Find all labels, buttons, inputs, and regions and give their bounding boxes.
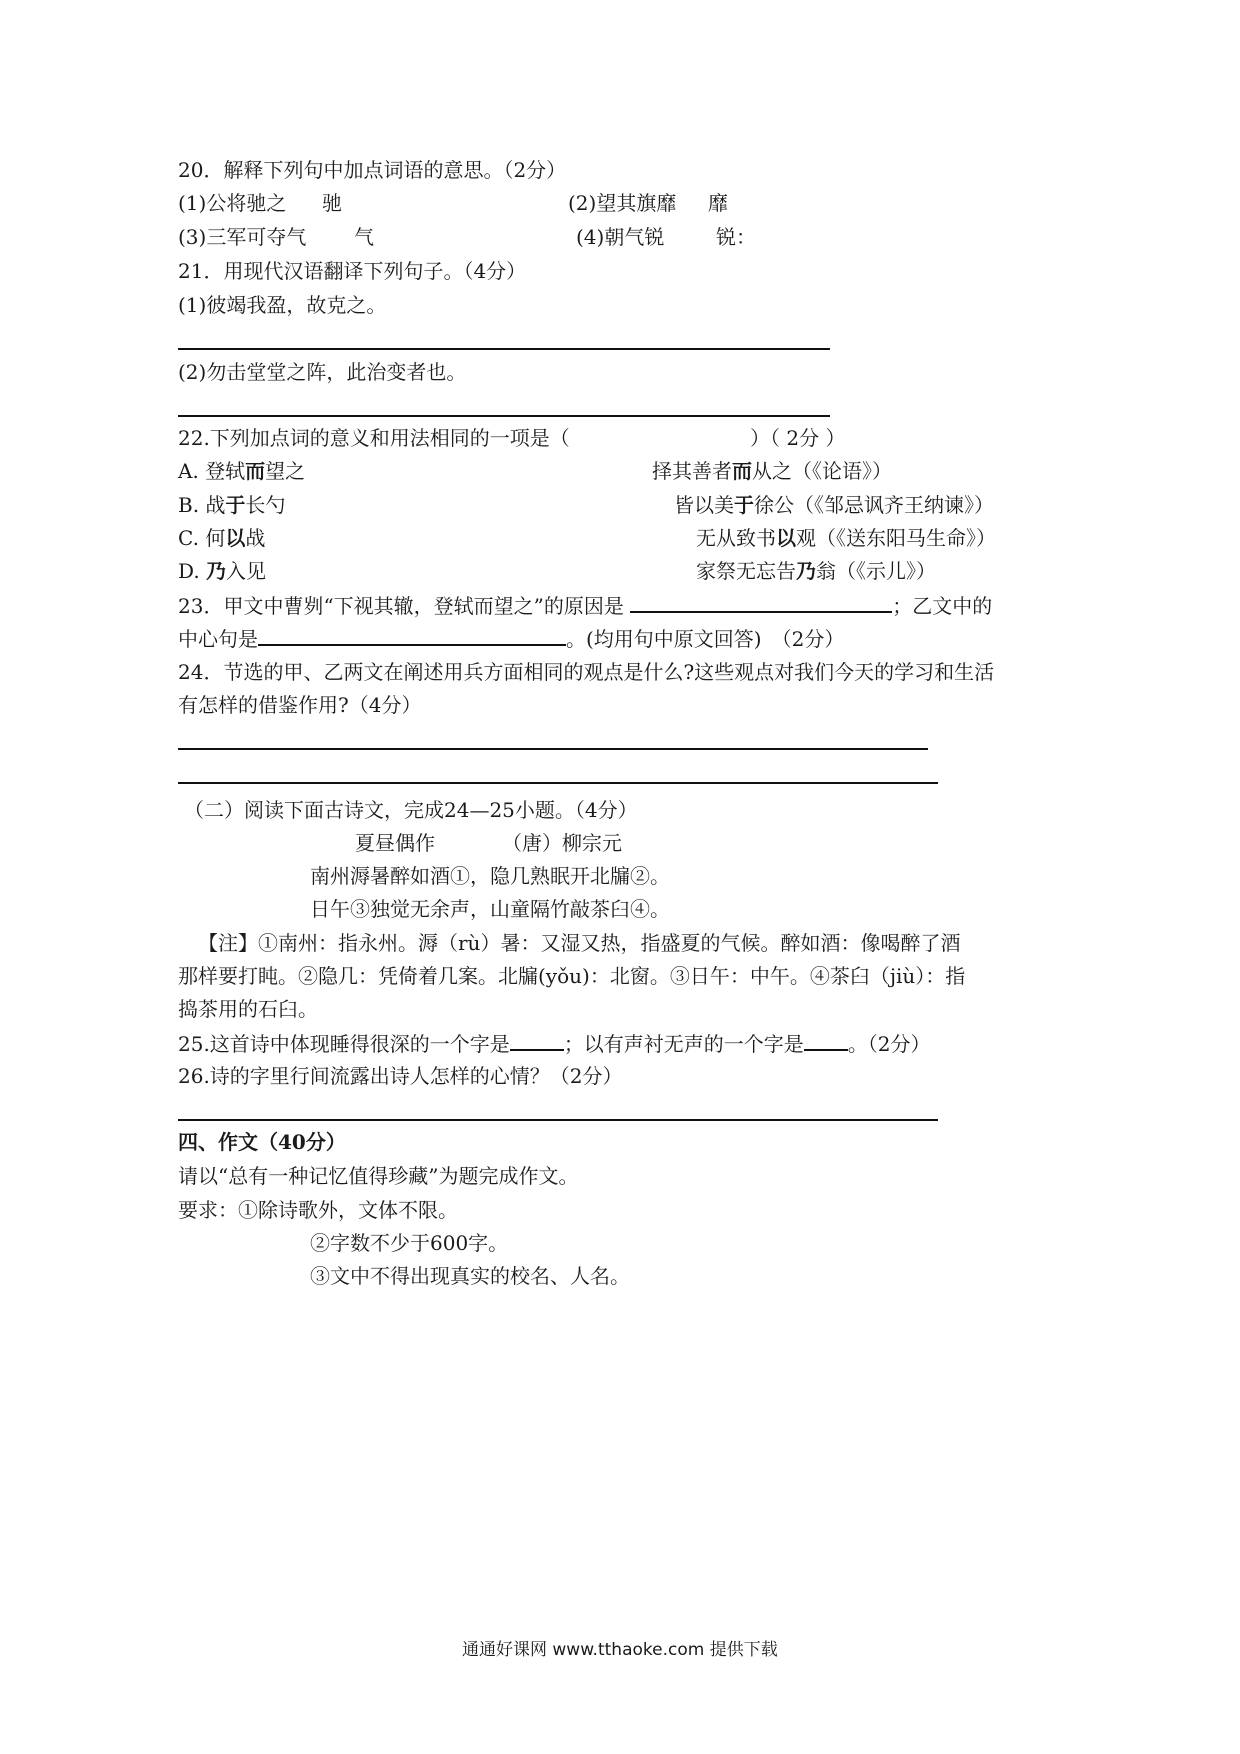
q22-option-b-compare [674,491,994,519]
q24-line-1: 24．节选的甲、乙两文在阐述用兵方面相同的观点是什么?这些观点对我们今天的学习和生活 [178,660,995,684]
option-text: 战 [205,493,226,517]
compare-text: 翁（《示儿》） [816,559,936,583]
answer-line[interactable] [178,348,830,350]
dotted-word: 以 [225,526,246,550]
q22-option-c-compare [696,524,996,552]
q25-line [178,1029,931,1058]
compare-text: 家祭无忘告 [696,559,796,583]
q25-text: ；以有声衬无声的一个字是 [563,1032,804,1056]
poem-author: （唐）柳宗元 [502,831,622,855]
poem-section-intro: （二）阅读下面古诗文，完成24—25小题。（4分） [184,798,638,822]
essay-requirement-3: ③文中不得出现真实的校名、人名。 [310,1264,630,1288]
q22-option-d-compare [696,557,936,585]
q21-sentence-1: (1)彼竭我盈，故克之。 [178,293,387,317]
q22-option-b [178,491,285,519]
option-text: 入见 [226,559,267,583]
answer-line[interactable] [178,415,830,417]
q22-option-a [178,457,305,485]
poem-line-2: 日午③独觉无余声，山童隔竹敲茶臼④。 [310,897,670,921]
option-label: C. [178,526,199,550]
requirement-text: ①除诗歌外，文体不限。 [238,1198,458,1222]
essay-prompt: 请以“总有一种记忆值得珍藏”为题完成作文。 [178,1164,579,1188]
dotted-word: 而 [245,459,266,483]
q25-answer-blank-2[interactable] [804,1029,848,1051]
q23-line-2 [178,624,844,653]
dotted-word: 乃 [206,559,227,583]
compare-text: 择其善者 [652,459,732,483]
poem-note-3: 捣茶用的石臼。 [178,997,318,1021]
option-text: 长勺 [245,493,286,517]
poem-line-1: 南州溽暑醉如酒①，隐几熟眠开北牖②。 [310,864,670,888]
option-label: B. [178,493,200,517]
essay-header: 四、作文（40分） [178,1130,346,1154]
q23-text: ；乙文中的 [892,594,993,618]
requirement-label: 要求： [178,1198,238,1222]
q23-answer-blank-2[interactable] [258,624,566,646]
compare-text: 观（《送东阳马生命》） [796,526,996,550]
q20-word-3: 气 [354,225,374,249]
q23-answer-blank-1[interactable] [630,591,892,613]
essay-requirement-1 [178,1196,458,1224]
dotted-word: 乃 [796,559,816,583]
option-text: 何 [205,526,226,550]
q25-text: 25.这首诗中体现睡得很深的一个字是 [178,1032,510,1056]
q20-title: 20．解释下列句中加点词语的意思。（2分） [178,158,567,182]
q23-text: 中心句是 [178,627,258,651]
option-text: 望之 [265,459,306,483]
q20-word-4: 锐： [716,225,756,249]
poem-note-2: 那样要打盹。②隐几：凭倚着几案。北牖(yǒu)：北窗。③日午：中午。④茶臼（jiù）：指 [178,964,966,988]
q21-title: 21．用现代汉语翻译下列句子。（4分） [178,259,527,283]
q23-line-1 [178,591,992,620]
essay-requirement-2: ②字数不少于600字。 [310,1231,509,1255]
dotted-word: 以 [776,526,796,550]
answer-line[interactable] [178,782,938,784]
q25-text: 。（2分） [847,1032,931,1056]
q23-text: 。(均用句中原文回答) （2分） [566,627,845,651]
compare-text: 皆以美 [674,493,734,517]
option-text: 战 [245,526,266,550]
dotted-word: 于 [225,493,246,517]
q20-item-1: (1)公将驰之 [178,191,287,215]
option-text: 登轼 [205,459,246,483]
q22-option-d [178,557,266,585]
q22-title: 22.下列加点词的意义和用法相同的一项是（ [178,426,570,450]
q22-option-a-compare [652,457,892,485]
compare-text: 从之（《论语》） [752,459,892,483]
compare-text: 无从致书 [696,526,776,550]
poem-title: 夏昼偶作 [355,831,435,855]
q20-word-1: 驰 [322,191,342,215]
answer-line[interactable] [178,748,928,750]
q20-item-3: (3)三军可夺气 [178,225,307,249]
q22-option-c [178,524,265,552]
option-label: A. [178,459,199,483]
q23-text: 23．甲文中曹刿“下视其辙，登轼而望之”的原因是 [178,594,624,618]
q21-sentence-2: (2)勿击堂堂之阵，此治变者也。 [178,360,467,384]
dotted-word: 于 [734,493,754,517]
q24-line-2: 有怎样的借鉴作用?（4分） [178,693,422,717]
q22-title-end: ）（ 2分 ） [750,426,846,450]
q20-word-2: 靡 [708,191,728,215]
q26-title: 26.诗的字里行间流露出诗人怎样的心情？（2分） [178,1064,623,1088]
q20-item-4: (4)朝气锐 [576,225,665,249]
footer-source: 通通好课网 www.tthaoke.com 提供下载 [462,1640,778,1660]
option-label: D. [178,559,200,583]
answer-line[interactable] [178,1119,938,1121]
poem-note-1: 【注】①南州：指永州。溽（rù）暑：又湿又热，指盛夏的气候。醉如酒：像喝醉了酒 [198,931,961,955]
compare-text: 徐公（《邹忌讽齐王纳谏》） [754,493,994,517]
dotted-word: 而 [732,459,752,483]
q25-answer-blank-1[interactable] [510,1029,564,1051]
q20-item-2: (2)望其旗靡 [568,191,677,215]
